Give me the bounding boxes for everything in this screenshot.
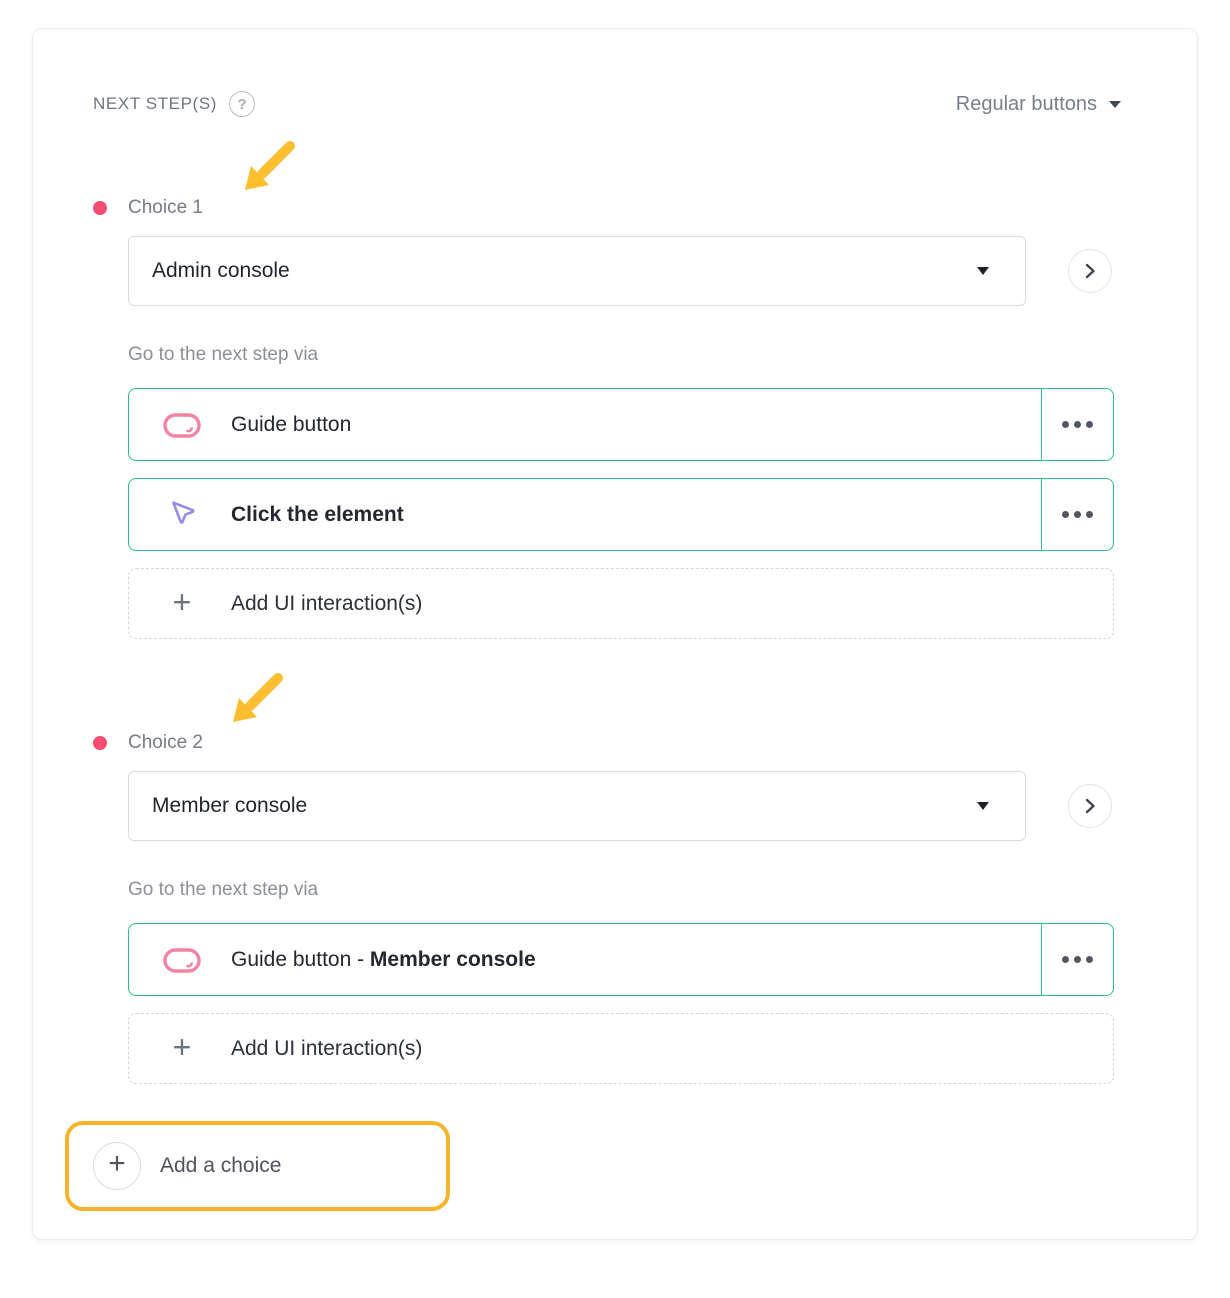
choice-1-interaction-click-element[interactable] bbox=[128, 478, 1114, 551]
choice-1-step-select[interactable] bbox=[128, 236, 1026, 306]
interaction-label: Click the element bbox=[231, 502, 404, 526]
choice-2-goto-label: Go to the next step via bbox=[128, 879, 319, 900]
interaction-label: Guide button bbox=[231, 412, 352, 436]
chevron-right-icon bbox=[1080, 796, 1100, 816]
choice-block-2 bbox=[93, 670, 1112, 1084]
panel-header bbox=[93, 89, 1121, 119]
ellipsis-icon bbox=[1062, 956, 1069, 963]
add-ui-interaction-label: Add UI interaction(s) bbox=[231, 591, 423, 615]
choice-1-step-select-value: Admin console bbox=[152, 259, 290, 282]
guide-button-icon bbox=[162, 410, 202, 440]
button-style-dropdown-label: Regular buttons bbox=[955, 92, 1097, 115]
add-a-choice-button[interactable] bbox=[65, 1121, 450, 1211]
choice-1-label-row bbox=[93, 196, 1112, 220]
choice-2-step-select-value: Member console bbox=[152, 794, 308, 817]
choice-1-label: Choice 1 bbox=[128, 197, 203, 218]
panel-title: NEXT STEP(S) bbox=[93, 94, 218, 113]
choice-1-goto-step-button[interactable] bbox=[1068, 249, 1112, 293]
choice-1-interaction-guide-button[interactable] bbox=[128, 388, 1114, 461]
choice-dot-icon bbox=[93, 201, 107, 215]
select-caret-icon bbox=[977, 802, 989, 810]
next-steps-panel bbox=[32, 28, 1198, 1240]
ellipsis-icon bbox=[1062, 511, 1069, 518]
choice-block-1 bbox=[93, 138, 1112, 639]
choice-1-goto-label: Go to the next step via bbox=[128, 344, 319, 365]
interaction-label: Guide button - Member console bbox=[231, 947, 536, 971]
select-caret-icon bbox=[977, 267, 989, 275]
ellipsis-icon bbox=[1062, 421, 1069, 428]
guide-button-icon bbox=[162, 945, 202, 975]
choice-1-add-ui-interaction-button[interactable] bbox=[128, 568, 1114, 639]
chevron-down-icon bbox=[1109, 101, 1121, 108]
choice-2-interaction-1-menu-button[interactable] bbox=[1041, 924, 1113, 995]
choice-dot-icon bbox=[93, 736, 107, 750]
plus-icon: + bbox=[172, 583, 192, 620]
choice-1-interaction-1-menu-button[interactable] bbox=[1041, 389, 1113, 460]
button-style-dropdown[interactable] bbox=[956, 93, 1121, 116]
help-icon[interactable]: ? bbox=[229, 91, 255, 117]
plus-icon: + bbox=[172, 1028, 192, 1065]
annotation-arrow-icon bbox=[238, 138, 300, 193]
choice-2-label: Choice 2 bbox=[128, 732, 203, 753]
add-ui-interaction-label: Add UI interaction(s) bbox=[231, 1036, 423, 1060]
choice-2-goto-step-button[interactable] bbox=[1068, 784, 1112, 828]
plus-circle-icon: + bbox=[93, 1142, 141, 1190]
annotation-arrow-icon bbox=[226, 670, 288, 725]
choice-2-add-ui-interaction-button[interactable] bbox=[128, 1013, 1114, 1084]
choice-2-label-row bbox=[93, 731, 1112, 755]
chevron-right-icon bbox=[1080, 261, 1100, 281]
choice-1-interaction-2-menu-button[interactable] bbox=[1041, 479, 1113, 550]
cursor-icon bbox=[162, 499, 202, 531]
choice-2-interaction-guide-button[interactable] bbox=[128, 923, 1114, 996]
add-a-choice-label: Add a choice bbox=[160, 1154, 282, 1177]
choice-2-step-select[interactable] bbox=[128, 771, 1026, 841]
